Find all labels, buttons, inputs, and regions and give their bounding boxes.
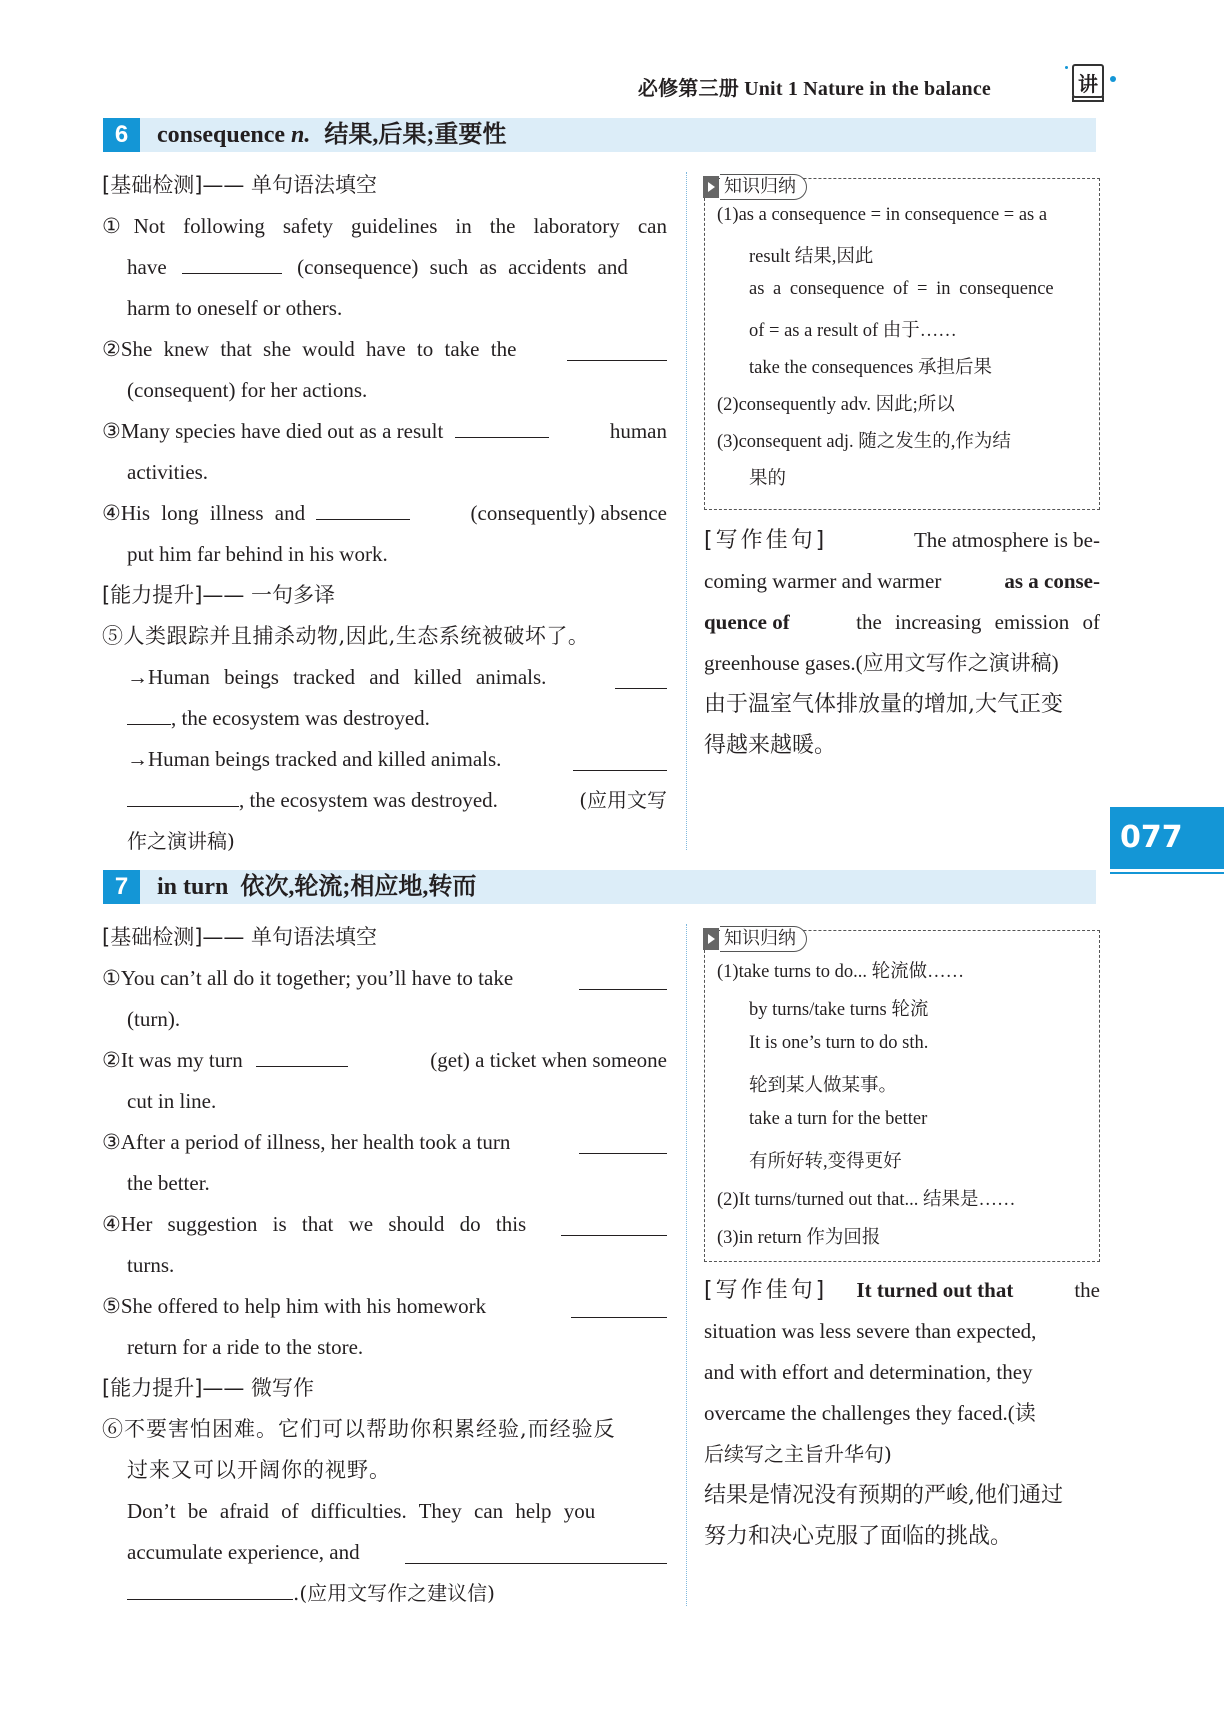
know-line-6: 有所好转,变得更好 bbox=[749, 1152, 902, 1172]
q5-source-cont: 作之演讲稿) bbox=[127, 829, 235, 853]
write-line-5: 后续写之主旨升华句) bbox=[704, 1442, 892, 1466]
play-icon bbox=[703, 928, 719, 950]
headword-meaning: 结果,后果;重要性 bbox=[324, 122, 507, 148]
q2-line-1 bbox=[102, 1040, 667, 1081]
know-line-4: 轮到某人做某事。 bbox=[749, 1076, 898, 1096]
answer-blank[interactable] bbox=[316, 494, 410, 520]
q2-line-2: cut in line. bbox=[127, 1089, 217, 1113]
know-line-2: by turns/take turns 轮流 bbox=[749, 1000, 929, 1020]
running-title: 必修第三册 Unit 1 Nature in the balance bbox=[637, 78, 991, 100]
write-text: the increasing emission of bbox=[856, 610, 1100, 634]
know-line-3: It is one’s turn to do sth. bbox=[749, 1033, 929, 1053]
ability-header: [能力提升]—— 微写作 bbox=[102, 1376, 315, 1400]
section-7-bar bbox=[103, 870, 1096, 904]
know-line-8: (3)in return 作为回报 bbox=[717, 1228, 881, 1248]
know-line-5: take the consequences 承担后果 bbox=[749, 358, 992, 378]
write-translation-1: 结果是情况没有预期的严峻,他们通过 bbox=[704, 1483, 1063, 1508]
know-line-3: as a consequence of = in consequence bbox=[749, 279, 1054, 299]
q1-text: ①You can’t all do it together; you’ll have to take bbox=[102, 966, 514, 990]
play-icon bbox=[703, 176, 719, 198]
answer-blank[interactable] bbox=[256, 1041, 348, 1067]
q4-text: ④His long illness and bbox=[102, 501, 306, 525]
write-translation-1: 由于温室气体排放量的增加,大气正变 bbox=[704, 692, 1063, 717]
know-line-1: (1)as a consequence = in consequence = as a bbox=[717, 205, 1048, 225]
write-keyphrase: quence of bbox=[704, 610, 790, 634]
q2-text: ②It was my turn bbox=[102, 1048, 243, 1072]
section-7-title bbox=[157, 871, 476, 903]
q1-text: have bbox=[127, 255, 167, 279]
q1-line-1 bbox=[102, 958, 667, 999]
headword: consequence bbox=[157, 122, 285, 148]
q5-english-2b bbox=[102, 780, 667, 821]
knowledge-tag-label: 知识归纳 bbox=[720, 174, 807, 200]
book-icon bbox=[1072, 64, 1104, 98]
answer-blank[interactable] bbox=[127, 1574, 293, 1600]
know-line-2: result 结果,因此 bbox=[749, 247, 874, 267]
q5-english-1 bbox=[102, 657, 667, 698]
write-line-1 bbox=[704, 520, 1100, 561]
section-6-bar bbox=[103, 118, 1096, 152]
answer-blank[interactable] bbox=[615, 663, 667, 689]
q1-line-3: harm to oneself or others. bbox=[127, 296, 343, 320]
q5-text: ⑤She offered to help him with his homework bbox=[102, 1294, 487, 1318]
write-line-4: greenhouse gases.(应用文写作之演讲稿) bbox=[704, 651, 1059, 675]
answer-blank[interactable] bbox=[561, 1210, 667, 1236]
writing-sentence-7 bbox=[704, 1270, 1100, 1557]
section-6-title bbox=[157, 119, 506, 151]
writing-sentence-6 bbox=[704, 520, 1100, 766]
q6-english-1: Don’t be afraid of difficulties. They can help you bbox=[127, 1499, 596, 1523]
know-line-8: 果的 bbox=[749, 469, 787, 489]
write-translation-2: 努力和决心克服了面临的挑战。 bbox=[704, 1524, 1013, 1549]
q3-line-2: the better. bbox=[127, 1171, 210, 1195]
know-line-4: of = as a result of 由于…… bbox=[749, 321, 957, 341]
part-of-speech: n. bbox=[291, 122, 311, 148]
know-line-6: (2)consequently adv. 因此;所以 bbox=[717, 395, 955, 415]
basic-test-header: [基础检测]—— 单句语法填空 bbox=[102, 925, 378, 949]
headword: in turn bbox=[157, 874, 229, 900]
basic-test-header: [基础检测]—— 单句语法填空 bbox=[102, 173, 378, 197]
section-7-number: 7 bbox=[103, 870, 140, 904]
q5-english-1b bbox=[102, 698, 667, 739]
q5-text-2-cont: , the ecosystem was destroyed. bbox=[239, 788, 498, 812]
section-6-exercises bbox=[102, 165, 667, 862]
knowledge-tag-label: 知识归纳 bbox=[720, 926, 807, 952]
know-line-1: (1)take turns to do... 轮流做…… bbox=[717, 962, 965, 982]
q5-chinese: ⑤人类跟踪并且捕杀动物,因此,生态系统被破坏了。 bbox=[102, 624, 590, 648]
know-line-7: (3)consequent adj. 随之发生的,作为结 bbox=[717, 432, 1011, 452]
q5-text: →Human beings tracked and killed animals. bbox=[127, 665, 547, 689]
q6-english-2 bbox=[102, 1532, 667, 1573]
decor-dot-blue bbox=[1110, 76, 1116, 82]
q2-hint: (get) a ticket when someone bbox=[430, 1048, 667, 1072]
column-divider bbox=[686, 172, 687, 850]
ability-header: [能力提升]—— 一句多译 bbox=[102, 583, 336, 607]
q6-text: accumulate experience, and bbox=[127, 1540, 360, 1564]
write-label: [写作佳句] bbox=[704, 528, 828, 553]
write-translation-2: 得越来越暖。 bbox=[704, 733, 837, 758]
q2-line-1 bbox=[102, 329, 667, 370]
write-line-1 bbox=[704, 1270, 1100, 1311]
q4-line-1 bbox=[102, 1204, 667, 1245]
q3-line-2: activities. bbox=[127, 460, 209, 484]
page-number-tab: 077 bbox=[1110, 807, 1224, 869]
answer-blank[interactable] bbox=[127, 781, 239, 807]
q3-line-1 bbox=[102, 1122, 667, 1163]
q6-source: .(应用文写作之建议信) bbox=[293, 1581, 495, 1605]
answer-blank[interactable] bbox=[182, 248, 282, 274]
write-keyphrase: as a conse- bbox=[1004, 569, 1100, 593]
headword-meaning: 依次,轮流;相应地,转而 bbox=[240, 874, 477, 900]
q4-line-1 bbox=[102, 493, 667, 534]
answer-blank[interactable] bbox=[405, 1538, 667, 1564]
page-tab-underline bbox=[1110, 872, 1224, 874]
answer-blank[interactable] bbox=[579, 1128, 667, 1154]
knowledge-box-6 bbox=[704, 178, 1100, 510]
q1-line-2: (turn). bbox=[127, 1007, 181, 1031]
answer-blank[interactable] bbox=[573, 745, 667, 771]
know-line-7: (2)It turns/turned out that... 结果是…… bbox=[717, 1190, 1016, 1210]
answer-blank[interactable] bbox=[455, 412, 549, 438]
book-icon-glyph: 讲 bbox=[1078, 72, 1098, 96]
q3-text: ③After a period of illness, her health took a turn bbox=[102, 1130, 511, 1154]
q3-text-end: human bbox=[609, 419, 667, 443]
answer-blank[interactable] bbox=[579, 964, 667, 990]
q5-text-2: →Human beings tracked and killed animals. bbox=[127, 747, 502, 771]
q6-chinese-1: ⑥不要害怕困难。它们可以帮助你积累经验,而经验反 bbox=[102, 1417, 616, 1441]
q4-line-2: turns. bbox=[127, 1253, 175, 1277]
q4-hint: (consequently) absence bbox=[470, 501, 667, 525]
write-line-2: situation was less severe than expected, bbox=[704, 1319, 1037, 1343]
write-text: coming warmer and warmer bbox=[704, 569, 942, 593]
write-keyphrase: It turned out that bbox=[856, 1278, 1014, 1302]
running-head bbox=[620, 66, 1060, 106]
q5-text-cont: , the ecosystem was destroyed. bbox=[171, 706, 430, 730]
write-line-3: and with effort and determination, they bbox=[704, 1360, 1033, 1384]
q1-line-2 bbox=[102, 247, 667, 288]
decor-dot bbox=[1065, 66, 1068, 69]
section-6-number: 6 bbox=[103, 118, 140, 152]
know-line-5: take a turn for the better bbox=[749, 1109, 928, 1129]
q5-source: (应用文写 bbox=[579, 788, 667, 812]
q4-line-2: put him far behind in his work. bbox=[127, 542, 388, 566]
q6-english-3 bbox=[102, 1573, 667, 1614]
q6-chinese-2: 过来又可以开阔你的视野。 bbox=[127, 1458, 391, 1482]
q5-line-2: return for a ride to the store. bbox=[127, 1335, 364, 1359]
q2-text: ②She knew that she would have to take the bbox=[102, 337, 517, 361]
q3-text: ③Many species have died out as a result bbox=[102, 419, 444, 443]
answer-blank[interactable] bbox=[127, 699, 171, 725]
q2-line-2: (consequent) for her actions. bbox=[127, 378, 368, 402]
answer-blank[interactable] bbox=[571, 1292, 667, 1318]
q4-text: ④Her suggestion is that we should do this bbox=[102, 1212, 527, 1236]
write-label: [写作佳句] bbox=[704, 1278, 828, 1303]
write-text: The atmosphere is be- bbox=[913, 528, 1100, 552]
write-text: the bbox=[1074, 1278, 1100, 1302]
q1-line-1: ①Not following safety guidelines in the laboratory can bbox=[102, 214, 667, 238]
write-line-3 bbox=[704, 602, 1100, 643]
q1-hint: (consequence) such as accidents and bbox=[297, 255, 628, 279]
q5-english-2 bbox=[102, 739, 667, 780]
knowledge-box-7 bbox=[704, 930, 1100, 1262]
section-7-exercises bbox=[102, 917, 667, 1614]
write-line-4: overcame the challenges they faced.(读 bbox=[704, 1401, 1036, 1425]
q3-line-1 bbox=[102, 411, 667, 452]
column-divider bbox=[686, 924, 687, 1606]
write-line-2 bbox=[704, 561, 1100, 602]
q5-line-1 bbox=[102, 1286, 667, 1327]
answer-blank[interactable] bbox=[567, 335, 667, 361]
